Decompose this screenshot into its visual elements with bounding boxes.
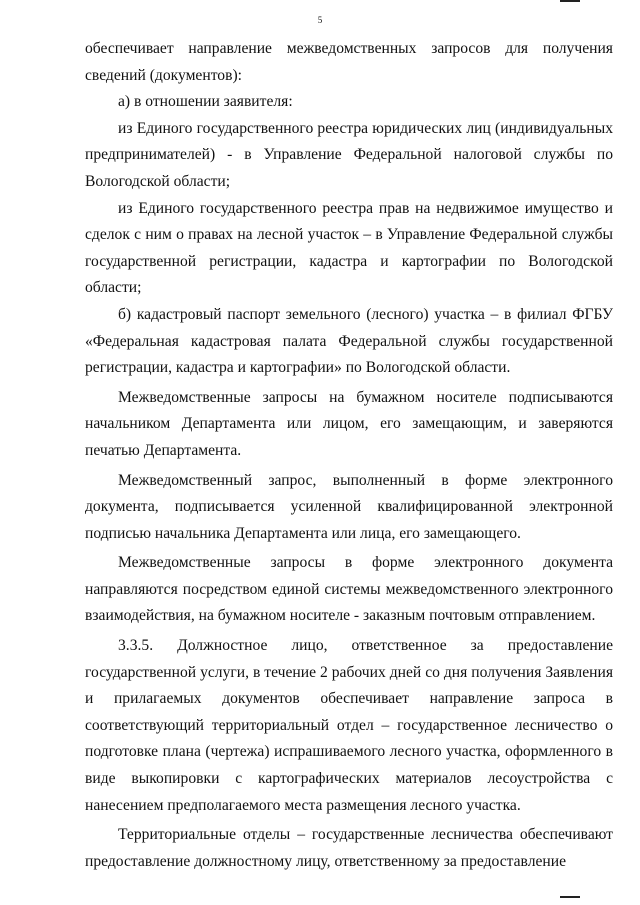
paragraph-3: из Единого государственного реестра юридических лиц (индивидуальных предпринимателей) - в Управление Федеральной налоговой службы по Вологодской области; [85, 119, 613, 190]
scan-artifact-top [560, 0, 580, 2]
paragraph-10: Территориальные отделы – государственные лесничества обеспечивают предоставление должностному лицу, ответственному за предоставление [85, 826, 613, 870]
paragraph-9: 3.3.5. Должностное лицо, ответственное за предоставление государственной услуги, в течение 2 рабочих дней со дня получения Заявления и прилагаемых документов обеспечивает направление запроса в соответствующий территориальный отдел – государственное лесничество о подготовке плана (чертежа) испрашиваемого лесного участка, оформленного в виде выкопировки с картографических материалов лесоустройства с нанесением предполагаемого места размещения лесного участка. [85, 637, 613, 814]
paragraph-4: из Единого государственного реестра прав на недвижимое имущество и сделок с ним о правах на лесной участок – в Управление Федеральной службы государственной регистрации, кадастра и картографии по Вологодской области; [85, 199, 613, 297]
paragraph-1: обеспечивает направление межведомственных запросов для получения сведений (документов): [85, 40, 613, 84]
paragraph-5: б) кадастровый паспорт земельного (лесного) участка – в филиал ФГБУ «Федеральная кадастровая палата Федеральной службы государственной регистрации, кадастра и картографии» по Вологодской области. [85, 305, 613, 377]
paragraph-2: а) в отношении заявителя: [118, 93, 293, 111]
document-body [85, 36, 613, 875]
paragraph-7: Межведомственный запрос, выполненный в форме электронного документа, подписывается усиленной квалифицированной электронной подписью начальника Департамента или лица, его замещающего. [85, 471, 613, 542]
scan-artifact-bottom [560, 896, 580, 898]
page-number: 5 [317, 15, 323, 25]
paragraph-6: Межведомственные запросы на бумажном носителе подписываются начальником Департамента или лицом, его замещающим, и заверяются печатью Департамента. [85, 388, 613, 459]
paragraph-8: Межведомственные запросы в форме электронного документа направляются посредством единой системы межведомственного электронного взаимодействия, на бумажном носителе - заказным почтовым отправлением. [85, 554, 613, 625]
